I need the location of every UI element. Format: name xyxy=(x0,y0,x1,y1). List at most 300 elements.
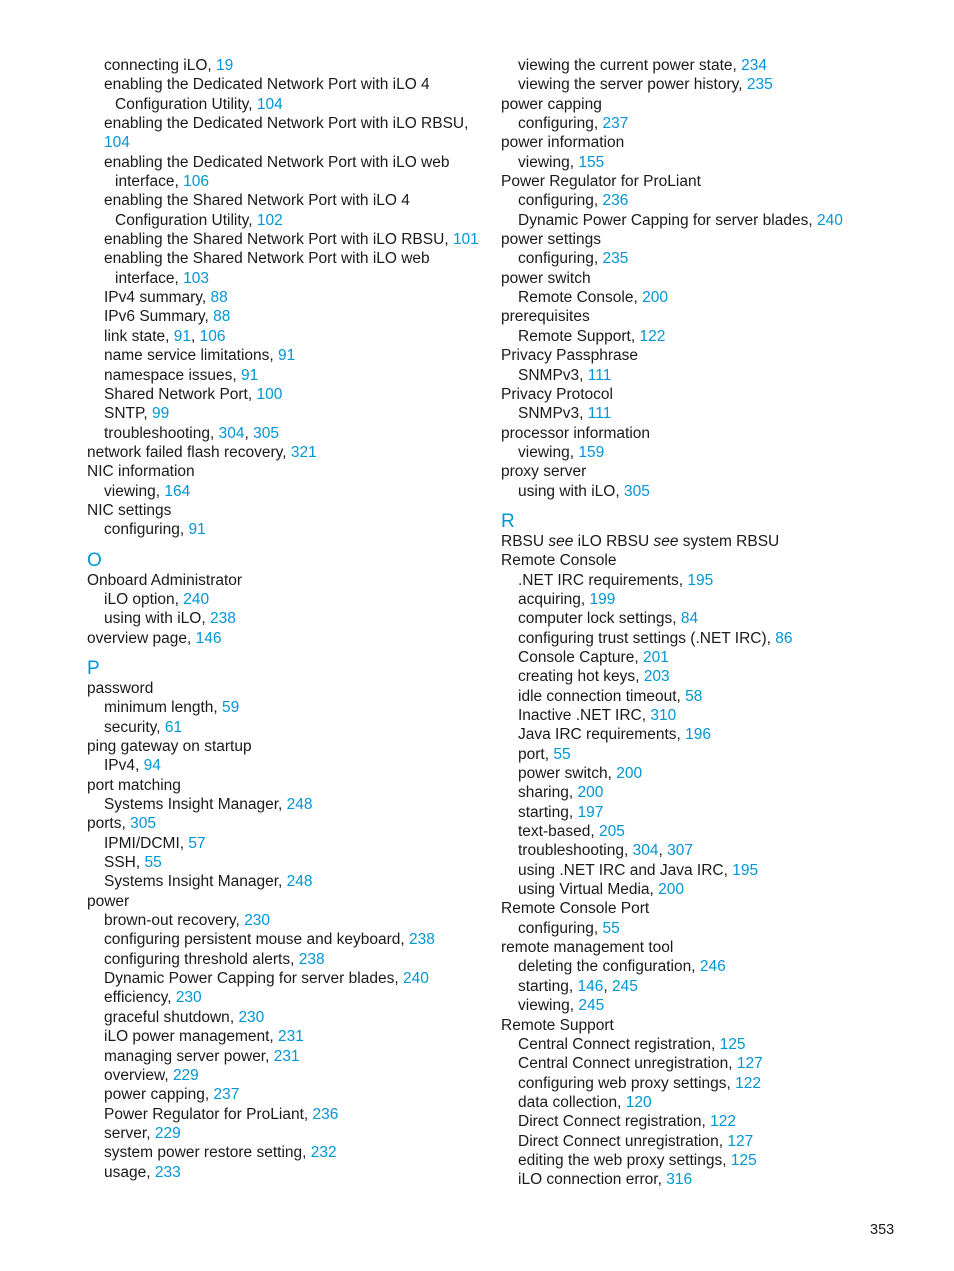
index-entry xyxy=(501,346,921,365)
index-column-right xyxy=(501,56,921,1190)
index-subentry: viewing the current power state, 234 xyxy=(518,57,768,74)
entry-text: server xyxy=(104,1124,147,1142)
index-subentry: IPv4, 94 xyxy=(104,757,161,775)
entry-text: configuring xyxy=(518,192,594,210)
page-link[interactable]: 88 xyxy=(210,289,228,307)
entry-text: power switch xyxy=(501,269,591,287)
index-subentry: sharing, 200 xyxy=(518,784,604,802)
entry-text: configuring xyxy=(518,919,594,937)
index-subentry: efficiency, 230 xyxy=(104,989,202,1007)
entry-text: configuring persistent mouse and keyboard xyxy=(104,931,401,949)
index-subentry: text-based, 205 xyxy=(518,823,625,841)
page-link[interactable]: 200 xyxy=(616,765,643,783)
index-subentry: port, 55 xyxy=(518,745,571,763)
page-link[interactable]: 248 xyxy=(286,796,313,814)
index-subentry: Power Regulator for ProLiant, 236 xyxy=(104,1105,339,1123)
entry-text: SSH xyxy=(104,854,136,872)
entry-text: SNTP xyxy=(104,405,144,423)
index-subentry: troubleshooting, 304, 305 xyxy=(104,424,279,442)
entry-text: iLO RBSU xyxy=(573,532,654,550)
page-link[interactable]: 125 xyxy=(719,1035,746,1053)
page-link[interactable]: 88 xyxy=(213,308,231,326)
entry-text: overview xyxy=(104,1066,165,1084)
page-link[interactable]: 94 xyxy=(143,757,161,775)
page-link[interactable]: 316 xyxy=(666,1171,693,1189)
page-link[interactable]: 84 xyxy=(680,610,699,628)
page-link[interactable]: 236 xyxy=(312,1105,339,1123)
index-entry xyxy=(501,899,921,918)
entry-text: SNMPv3 xyxy=(518,405,580,423)
index-entry xyxy=(501,551,921,570)
index-subentry: Configuration Utility, 104 xyxy=(115,95,283,113)
page-link[interactable]: 229 xyxy=(172,1066,199,1084)
index-entry xyxy=(501,1016,921,1035)
index-subentry: system power restore setting, 232 xyxy=(104,1144,337,1162)
entry-text: configuring web proxy settings xyxy=(518,1074,727,1092)
index-subentry: server, 229 xyxy=(104,1124,181,1142)
entry-text: port xyxy=(518,745,545,763)
index-subentry: viewing, 245 xyxy=(518,997,605,1015)
page-link[interactable]: 146 xyxy=(195,629,222,647)
page-link[interactable]: 195 xyxy=(732,861,759,879)
entry-text: IPv6 Summary xyxy=(104,308,205,326)
entry-text: IPv4 summary xyxy=(104,289,202,307)
entry-text: deleting the configuration xyxy=(518,958,692,976)
page-link[interactable]: 246 xyxy=(699,958,726,976)
page-link[interactable]: 55 xyxy=(553,745,571,763)
page-link[interactable]: 230 xyxy=(244,912,271,930)
page-link[interactable]: 103 xyxy=(183,269,209,287)
entry-text: Remote Console xyxy=(501,552,617,570)
page-link[interactable]: 99 xyxy=(151,405,170,423)
entry-text: using Virtual Media xyxy=(518,881,650,899)
page-link[interactable]: 236 xyxy=(602,192,629,210)
entry-text: viewing xyxy=(104,482,156,500)
index-subentry: usage, 233 xyxy=(104,1163,181,1181)
index-subentry: .NET IRC requirements, 195 xyxy=(518,571,714,589)
page-link[interactable]: 310 xyxy=(650,707,677,724)
page-link[interactable]: 55 xyxy=(602,919,620,937)
entry-text: Direct Connect unregistration xyxy=(518,1132,719,1150)
index-subentry: viewing, 164 xyxy=(104,482,191,500)
index-subentry: configuring, 91 xyxy=(104,521,206,539)
entry-text: system power restore setting xyxy=(104,1144,303,1162)
section-gap xyxy=(87,540,487,549)
index-subentry: starting, 197 xyxy=(518,803,604,821)
index-subentry xyxy=(87,75,487,94)
page-link[interactable]: 321 xyxy=(290,443,317,461)
entry-text: enabling the Dedicated Network Port with iLO web xyxy=(104,153,450,171)
entry-text: power capping xyxy=(501,95,602,113)
index-subentry: SNMPv3, 111 xyxy=(518,405,612,423)
index-subentry: brown-out recovery, 230 xyxy=(104,912,271,930)
page-link[interactable]: 58 xyxy=(685,687,703,705)
page-link[interactable]: 231 xyxy=(278,1028,304,1046)
entry-text: iLO option xyxy=(104,590,175,608)
index-subentry: acquiring, 199 xyxy=(518,590,616,608)
index-entry: overview page, 146 xyxy=(87,629,222,647)
entry-text: viewing xyxy=(518,443,570,461)
page-link[interactable]: 305 xyxy=(130,815,156,833)
index-subentry: configuring threshold alerts, 238 xyxy=(104,950,325,968)
see-reference: see xyxy=(548,532,574,550)
entry-text: Systems Insight Manager xyxy=(104,796,279,814)
entry-text: remote management tool xyxy=(501,939,674,957)
entry-text: interface xyxy=(115,269,175,287)
page-link[interactable]: 240 xyxy=(816,211,843,229)
page-link[interactable]: 232 xyxy=(310,1144,337,1162)
index-subentry: editing the web proxy settings, 125 xyxy=(518,1151,757,1169)
index-entry: ports, 305 xyxy=(87,815,156,833)
page-link[interactable]: 248 xyxy=(286,873,313,891)
page-link[interactable]: 240 xyxy=(402,970,429,988)
entry-text: Power Regulator for ProLiant xyxy=(501,173,701,191)
index-subentry: Configuration Utility, 102 xyxy=(115,211,283,229)
entry-text: configuring xyxy=(518,250,594,268)
entry-text: Systems Insight Manager xyxy=(104,873,279,891)
entry-text: ping gateway on startup xyxy=(87,738,252,755)
page-link[interactable]: 305 xyxy=(623,482,650,500)
entry-text: enabling the Shared Network Port with iLO RBSU xyxy=(104,231,445,249)
index-subentry: configuring persistent mouse and keyboard, 238 xyxy=(104,931,435,949)
entry-text: Privacy Passphrase xyxy=(501,347,638,365)
page-link[interactable]: 230 xyxy=(238,1008,265,1026)
index-subentry: iLO power management, 231 xyxy=(104,1028,304,1046)
index-entry xyxy=(87,892,487,911)
index-subentry: Dynamic Power Capping for server blades, 240 xyxy=(518,211,843,229)
index-entry xyxy=(87,737,487,756)
page-link[interactable]: 106 xyxy=(183,173,209,191)
index-subentry: configuring trust settings (.NET IRC), 86 xyxy=(518,629,793,647)
entry-text: interface xyxy=(115,173,175,191)
entry-text: viewing the server power history xyxy=(518,76,739,94)
page-link[interactable]: 91 xyxy=(241,366,259,384)
index-entry xyxy=(501,938,921,957)
index-entry xyxy=(501,172,921,191)
index-subentry: configuring web proxy settings, 122 xyxy=(518,1074,762,1092)
page-link[interactable]: 101 xyxy=(452,231,479,249)
entry-text: NIC information xyxy=(87,463,195,481)
index-entry xyxy=(87,462,487,481)
entry-text: computer lock settings xyxy=(518,610,673,628)
index-subentry: power switch, 200 xyxy=(518,765,643,783)
page-link[interactable]: 201 xyxy=(642,648,669,666)
index-subentry: Direct Connect unregistration, 127 xyxy=(518,1132,754,1150)
index-subentry: Direct Connect registration, 122 xyxy=(518,1113,736,1131)
entry-text: ports xyxy=(87,815,122,833)
section-gap xyxy=(501,501,921,510)
entry-text: minimum length xyxy=(104,699,214,717)
entry-text: Privacy Protocol xyxy=(501,385,613,403)
entry-text: acquiring xyxy=(518,590,581,608)
entry-text: system RBSU xyxy=(678,532,780,550)
page-link[interactable]: 122 xyxy=(735,1074,762,1092)
page-link[interactable]: 307 xyxy=(667,842,693,860)
page-link[interactable]: 55 xyxy=(144,854,162,872)
page-link[interactable]: 235 xyxy=(746,76,773,94)
index-subentry xyxy=(87,114,487,133)
index-entry: network failed flash recovery, 321 xyxy=(87,443,317,461)
page-link[interactable]: 120 xyxy=(625,1093,652,1111)
index-subentry: SNMPv3, 111 xyxy=(518,366,612,384)
entry-text: port matching xyxy=(87,776,181,794)
page-link[interactable]: 245 xyxy=(578,997,605,1015)
index-subentry: Remote Support, 122 xyxy=(518,327,666,345)
page-link[interactable]: 234 xyxy=(741,57,768,74)
page-link[interactable]: 200 xyxy=(658,881,685,899)
entry-text: enabling the Shared Network Port with iLO 4 xyxy=(104,192,410,210)
index-subentry: deleting the configuration, 246 xyxy=(518,958,726,976)
entry-text: namespace issues xyxy=(104,366,233,384)
index-subentry: namespace issues, 91 xyxy=(104,366,259,384)
index-subentry: creating hot keys, 203 xyxy=(518,668,670,686)
entry-text: Central Connect unregistration xyxy=(518,1055,729,1073)
page-link[interactable]: 195 xyxy=(687,571,714,589)
index-subentry xyxy=(87,191,487,210)
page-link[interactable]: 245 xyxy=(611,977,638,995)
entry-text: power information xyxy=(501,134,625,152)
entry-text: Onboard Administrator xyxy=(87,571,243,589)
page-link[interactable]: 233 xyxy=(154,1163,181,1181)
index-subentry: SSH, 55 xyxy=(104,854,162,872)
entry-text: using with iLO xyxy=(104,610,202,628)
page-link[interactable]: 304 xyxy=(632,842,659,860)
entry-text: Remote Console xyxy=(518,289,634,307)
entry-text: data collection xyxy=(518,1093,618,1111)
page-link[interactable]: 125 xyxy=(730,1151,757,1169)
index-subentry: configuring, 55 xyxy=(518,919,620,937)
entry-text: using .NET IRC and Java IRC xyxy=(518,861,724,879)
index-entry xyxy=(501,424,921,443)
index-subentry: IPv6 Summary, 88 xyxy=(104,308,231,326)
page-link[interactable]: 59 xyxy=(222,699,240,717)
index-subentry: minimum length, 59 xyxy=(104,699,240,717)
index-subentry: Console Capture, 201 xyxy=(518,648,669,666)
index-subentry: IPv4 summary, 88 xyxy=(104,289,228,307)
index-subentry: Systems Insight Manager, 248 xyxy=(104,796,313,814)
entry-text: SNMPv3 xyxy=(518,366,580,384)
entry-text: power xyxy=(87,892,130,910)
index-subentry: interface, 106 xyxy=(115,173,209,191)
entry-text: viewing xyxy=(518,153,570,171)
page-link[interactable]: 122 xyxy=(710,1113,736,1131)
index-subentry: Central Connect unregistration, 127 xyxy=(518,1055,763,1073)
page-link[interactable]: 238 xyxy=(209,610,236,628)
page-link[interactable]: 203 xyxy=(643,668,670,686)
page-link[interactable]: 237 xyxy=(213,1086,240,1104)
page-link[interactable]: 238 xyxy=(298,950,325,968)
entry-text: Remote Console Port xyxy=(501,900,650,918)
entry-text: name service limitations xyxy=(104,347,270,365)
page-link[interactable]: 127 xyxy=(736,1055,763,1073)
index-subentry: IPMI/DCMI, 57 xyxy=(104,834,206,852)
index-subentry xyxy=(87,249,487,268)
entry-text: Configuration Utility xyxy=(115,95,249,113)
page-link[interactable]: 240 xyxy=(183,590,210,608)
page-link[interactable]: 111 xyxy=(587,366,612,384)
index-entry xyxy=(501,269,921,288)
index-subentry: viewing, 155 xyxy=(518,153,605,171)
page-link[interactable]: 91 xyxy=(278,347,296,365)
entry-text: efficiency xyxy=(104,989,168,1007)
see-reference: see xyxy=(653,532,679,550)
entry-text: Direct Connect registration xyxy=(518,1113,702,1131)
entry-text: Dynamic Power Capping for server blades xyxy=(104,970,395,988)
entry-text: iLO power management xyxy=(104,1028,270,1046)
page-link[interactable]: 205 xyxy=(599,823,625,841)
page-link[interactable]: 91 xyxy=(188,521,206,539)
entry-text: network failed flash recovery xyxy=(87,443,283,461)
page-link[interactable]: 159 xyxy=(578,443,605,461)
page-link[interactable]: 305 xyxy=(253,424,279,442)
index-subentry: using with iLO, 238 xyxy=(104,610,236,628)
index-subentry: SNTP, 99 xyxy=(104,405,170,423)
entry-text: power capping xyxy=(104,1086,205,1104)
entry-text: viewing the current power state xyxy=(518,57,733,74)
index-subentry: Remote Console, 200 xyxy=(518,289,668,307)
index-subentry: connecting iLO, 19 xyxy=(104,57,234,74)
entry-text: Power Regulator for ProLiant xyxy=(104,1105,304,1123)
entry-text: connecting iLO xyxy=(104,57,208,74)
entry-text: troubleshooting xyxy=(518,842,624,860)
index-subentry: using Virtual Media, 200 xyxy=(518,881,685,899)
page-link[interactable]: 86 xyxy=(775,629,793,647)
page-link[interactable]: 164 xyxy=(164,482,191,500)
page-link[interactable]: 200 xyxy=(642,289,668,307)
index-subentry: configuring, 235 xyxy=(518,250,629,268)
page-link[interactable]: 57 xyxy=(188,834,206,852)
entry-text: proxy server xyxy=(501,463,587,481)
page-link[interactable]: 231 xyxy=(273,1047,300,1065)
entry-text: Java IRC requirements xyxy=(518,726,677,744)
index-subentry xyxy=(87,153,487,172)
page-link[interactable]: 196 xyxy=(685,726,712,744)
page-link[interactable]: 199 xyxy=(589,590,616,608)
index-letter-heading: O xyxy=(87,549,102,571)
entry-text: configuring xyxy=(518,115,594,133)
page-link[interactable]: 230 xyxy=(175,989,202,1007)
entry-text: brown-out recovery xyxy=(104,912,236,930)
index-subentry: troubleshooting, 304, 307 xyxy=(518,842,693,860)
page-link[interactable]: 237 xyxy=(602,115,629,133)
index-subentry: interface, 103 xyxy=(115,269,209,287)
index-subentry: name service limitations, 91 xyxy=(104,347,296,365)
page-link[interactable]: 102 xyxy=(256,211,283,229)
entry-text: enabling the Dedicated Network Port with iLO RBSU, xyxy=(104,115,469,133)
index-subentry: Inactive .NET IRC, 310 xyxy=(518,707,677,724)
index-subentry: configuring, 237 xyxy=(518,115,629,133)
entry-text: configuring trust settings (.NET IRC) xyxy=(518,629,767,647)
page-link[interactable]: 100 xyxy=(256,385,283,403)
entry-text: IPv4 xyxy=(104,757,136,775)
index-subentry: viewing the server power history, 235 xyxy=(518,76,773,94)
page-link[interactable]: 122 xyxy=(639,327,666,345)
entry-text: idle connection timeout xyxy=(518,687,677,705)
page-link[interactable]: 104 xyxy=(256,95,283,113)
index-subentry: managing server power, 231 xyxy=(104,1047,300,1065)
index-entry xyxy=(87,679,487,698)
page-link[interactable]: 146 xyxy=(577,977,604,995)
entry-text: using with iLO xyxy=(518,482,616,500)
page-number: 353 xyxy=(870,1222,895,1238)
index-subentry: Shared Network Port, 100 xyxy=(104,385,283,403)
entry-text: graceful shutdown xyxy=(104,1008,230,1026)
section-gap xyxy=(87,648,487,657)
index-subentry: starting, 146, 245 xyxy=(518,977,638,995)
entry-text: text-based xyxy=(518,823,591,841)
entry-text: iLO connection error xyxy=(518,1171,658,1189)
entry-text: sharing xyxy=(518,784,569,802)
index-subentry xyxy=(87,133,487,152)
entry-text: NIC settings xyxy=(87,501,172,519)
entry-text: starting xyxy=(518,803,569,821)
index-entry xyxy=(501,385,921,404)
page-link[interactable]: 235 xyxy=(602,250,629,268)
page-link[interactable]: 91 xyxy=(173,327,192,345)
index-subentry: iLO option, 240 xyxy=(104,590,210,608)
page-link[interactable]: 61 xyxy=(164,718,183,736)
index-entry xyxy=(501,532,921,551)
entry-text: Remote Support xyxy=(501,1016,614,1034)
page-link[interactable]: 238 xyxy=(409,931,435,949)
index-letter-heading: R xyxy=(501,510,515,532)
entry-text: overview page xyxy=(87,629,187,647)
page-link[interactable]: 111 xyxy=(587,405,612,423)
entry-text: enabling the Dedicated Network Port with iLO 4 xyxy=(104,76,430,94)
entry-text: editing the web proxy settings xyxy=(518,1151,723,1169)
index-entry xyxy=(501,230,921,249)
index-subentry: Systems Insight Manager, 248 xyxy=(104,873,313,891)
entry-text: password xyxy=(87,679,154,697)
entry-text: Central Connect registration xyxy=(518,1035,711,1053)
entry-text: link state xyxy=(104,327,166,345)
page-link[interactable]: 200 xyxy=(577,784,604,802)
index-subentry: using .NET IRC and Java IRC, 195 xyxy=(518,861,759,879)
index-subentry: iLO connection error, 316 xyxy=(518,1171,693,1189)
page-link[interactable]: 106 xyxy=(199,327,226,345)
entry-text: configuring xyxy=(104,521,180,539)
page-link[interactable]: 127 xyxy=(727,1132,754,1150)
entry-text: prerequisites xyxy=(501,308,590,326)
index-entry xyxy=(87,776,487,795)
index-subentry: graceful shutdown, 230 xyxy=(104,1008,265,1026)
index-subentry: overview, 229 xyxy=(104,1066,199,1084)
entry-text: power switch xyxy=(518,765,608,783)
entry-text: security xyxy=(104,718,157,736)
entry-text: IPMI/DCMI xyxy=(104,834,180,852)
entry-text: RBSU xyxy=(501,532,549,550)
page-link[interactable]: 19 xyxy=(216,57,234,74)
entry-text: usage xyxy=(104,1163,147,1181)
index-subentry: data collection, 120 xyxy=(518,1093,652,1111)
entry-text: Shared Network Port xyxy=(104,385,248,403)
index-subentry: computer lock settings, 84 xyxy=(518,610,699,628)
entry-text: Console Capture xyxy=(518,648,635,666)
index-subentry: enabling the Shared Network Port with iLO RBSU, 101 xyxy=(104,231,479,249)
page-link[interactable]: 304 xyxy=(218,424,245,442)
entry-text: troubleshooting xyxy=(104,424,210,442)
page-link[interactable]: 197 xyxy=(577,803,604,821)
index-entry xyxy=(87,501,487,520)
entry-text: viewing xyxy=(518,997,570,1015)
page-link[interactable]: 104 xyxy=(104,134,130,152)
page-link[interactable]: 229 xyxy=(154,1124,181,1142)
entry-text: Inactive .NET IRC xyxy=(518,707,642,724)
page-link[interactable]: 155 xyxy=(578,153,605,171)
index-subentry: Java IRC requirements, 196 xyxy=(518,726,712,744)
index-subentry: link state, 91, 106 xyxy=(104,327,226,345)
index-subentry: viewing, 159 xyxy=(518,443,605,461)
